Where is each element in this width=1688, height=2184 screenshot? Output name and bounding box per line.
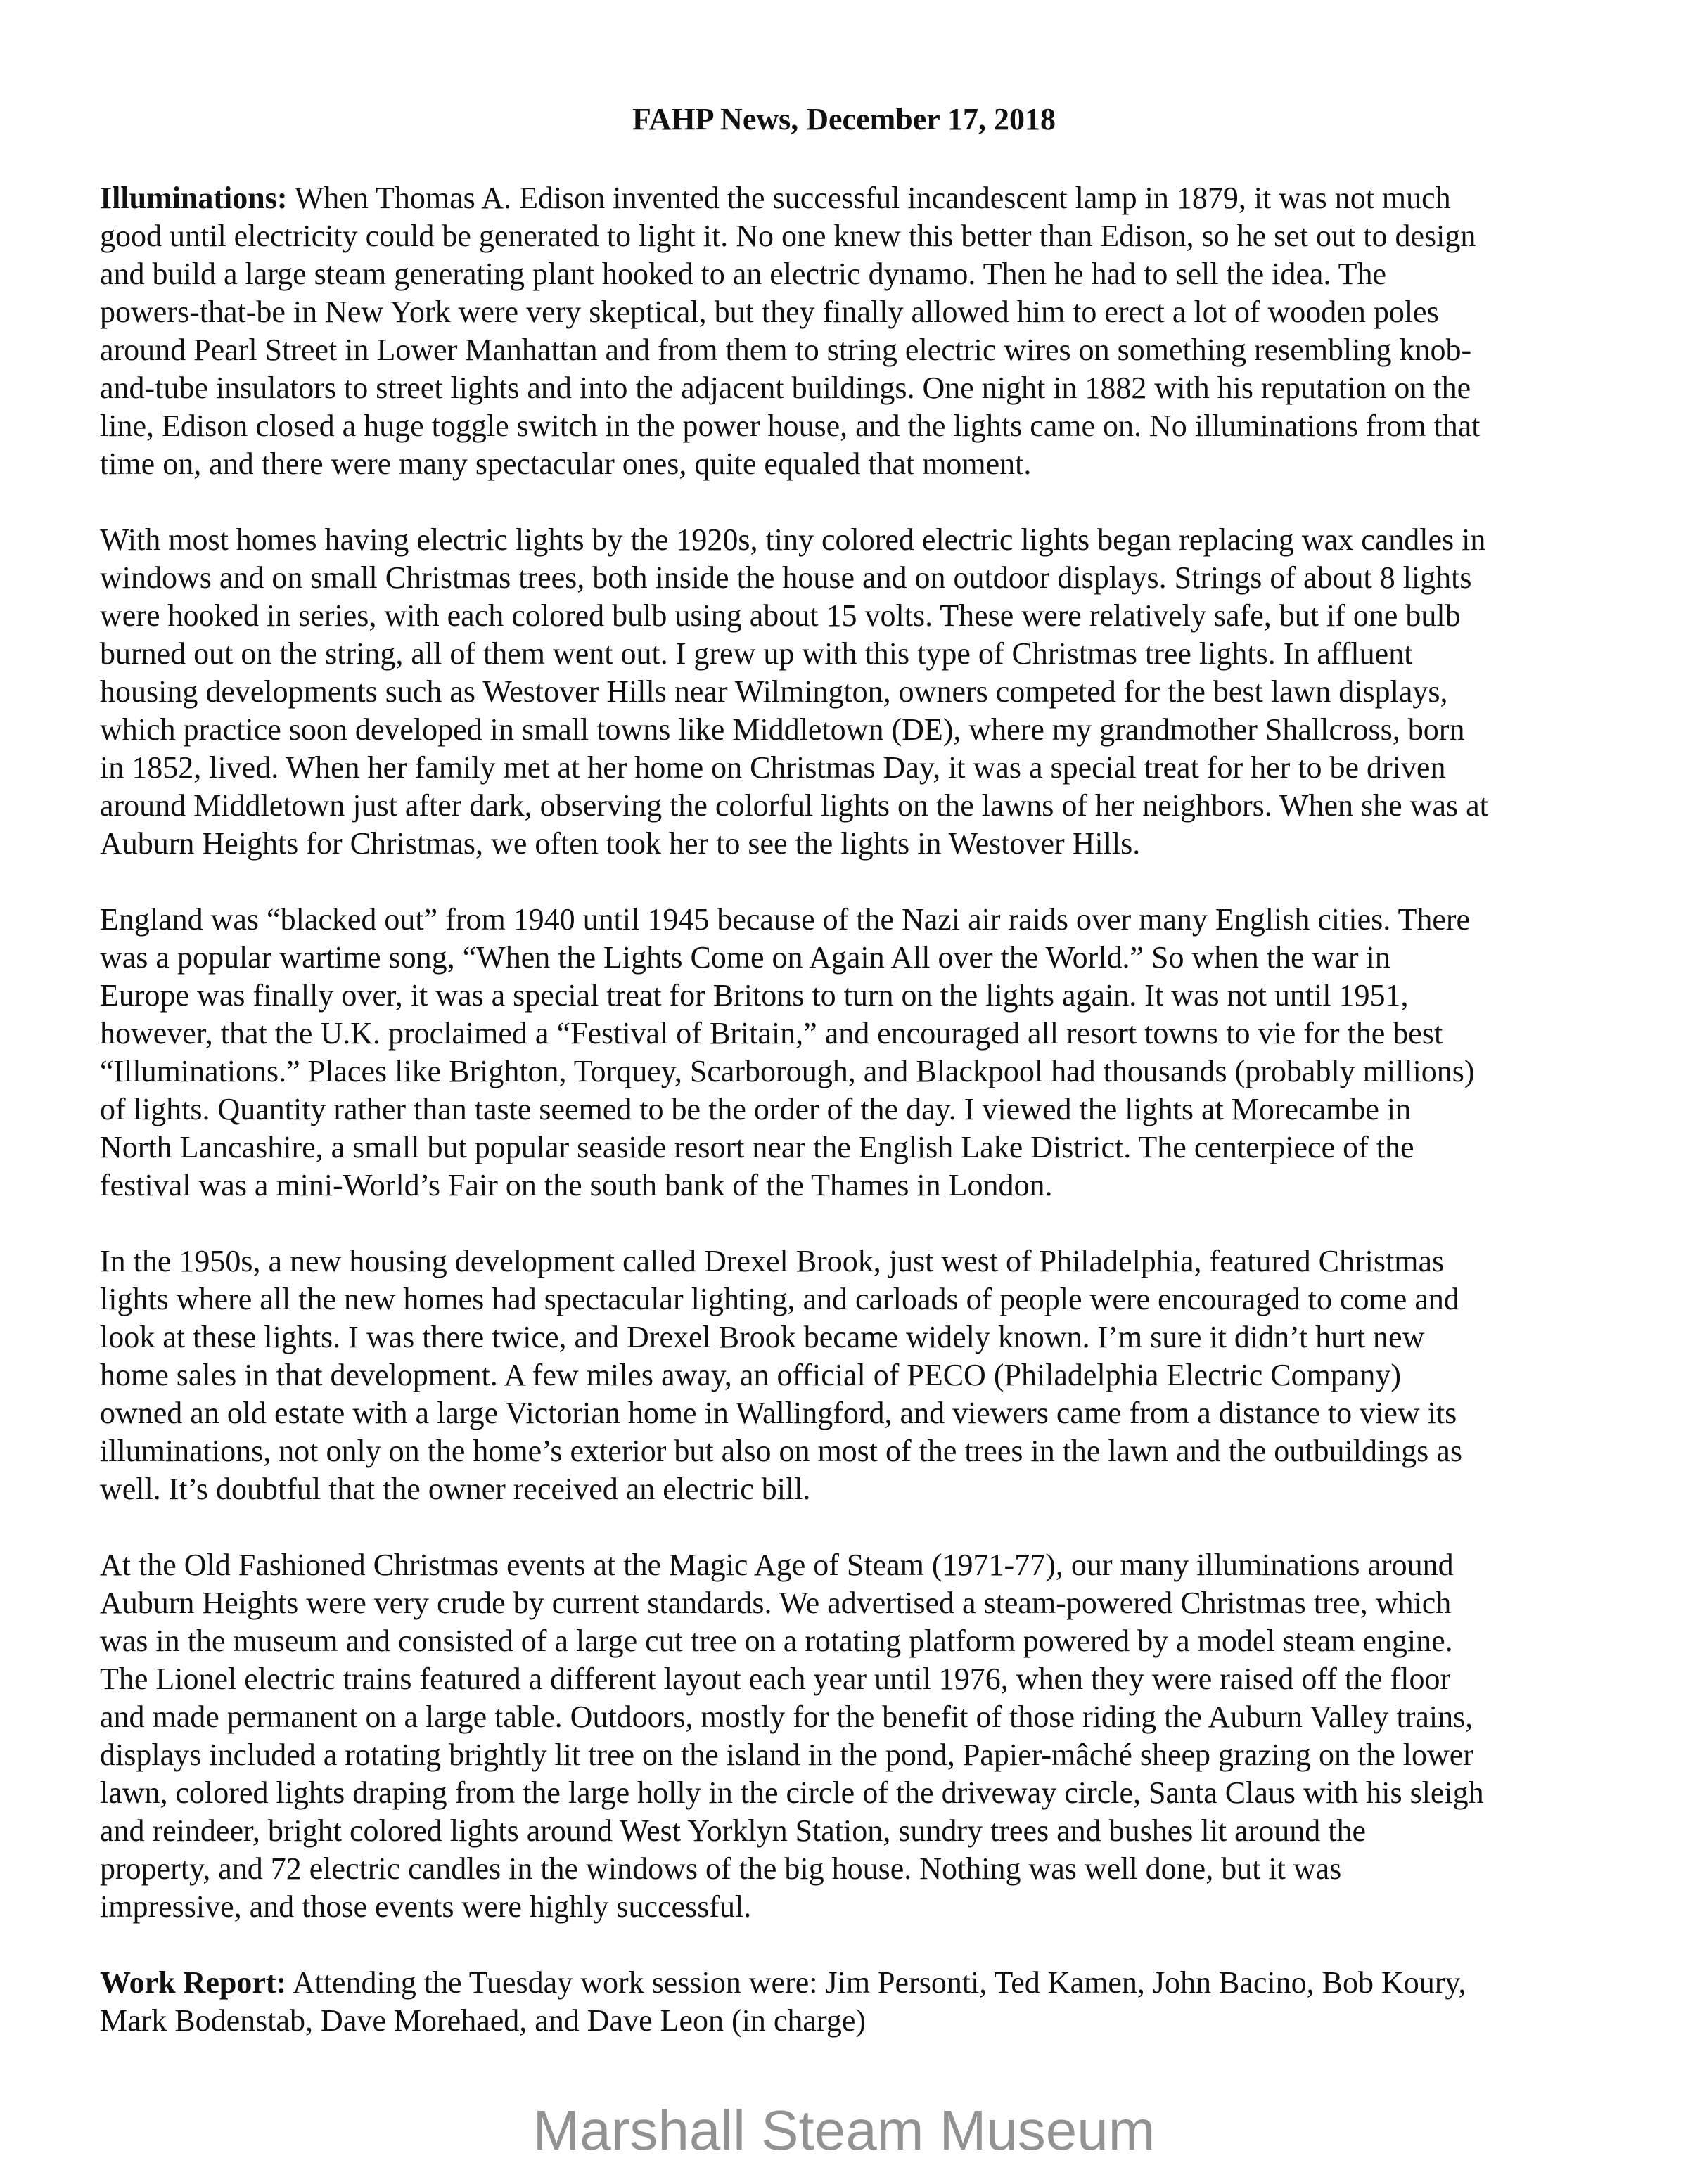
line-text: was a popular wartime song, “When the Lights Come on Again All over the World.” So when the war in [100,940,1390,975]
line-text: illuminations, not only on the home’s exterior but also on most of the trees in the lawn and the outbuildings as [100,1434,1462,1468]
line-text: line, Edison closed a huge toggle switch in the power house, and the lights came on. No illuminations from that [100,409,1481,443]
paragraph [100,1242,1647,1508]
text-line [100,521,1647,559]
line-text: lawn, colored lights draping from the large holly in the circle of the driveway circle, Santa Claus with his sleigh [100,1775,1484,1810]
text-line [100,1129,1647,1167]
watermark: Marshall Steam Museum [532,2099,1156,2161]
line-text: Attending the Tuesday work session were: Jim Personti, Ted Kamen, John Bacino, Bob Koury, [286,1965,1466,2000]
text-line [100,1736,1647,1774]
text-line [100,1318,1647,1356]
text-line [100,293,1647,331]
text-line [100,1774,1647,1812]
line-text: around Middletown just after dark, observing the colorful lights on the lawns of her neighbors. When she was at [100,788,1488,823]
paragraph [100,179,1647,483]
section-heading: Work Report: [100,1965,287,2000]
text-line [100,1015,1647,1053]
text-line [100,559,1647,597]
text-line [100,1660,1647,1698]
text-line [100,1394,1647,1432]
line-text: The Lionel electric trains featured a different layout each year until 1976, when they were raised off the floor [100,1662,1451,1696]
text-line [100,2002,1647,2040]
text-line [100,407,1647,445]
text-line [100,1356,1647,1394]
text-line [100,217,1647,255]
text-line [100,445,1647,483]
line-text: England was “blacked out” from 1940 until 1945 because of the Nazi air raids over many English cities. There [100,902,1471,937]
line-text: With most homes having electric lights by the 1920s, tiny colored electric lights began replacing wax candles in [100,522,1486,557]
line-text: windows and on small Christmas trees, both inside the house and on outdoor displays. Strings of about 8 lights [100,560,1472,595]
text-line [100,1432,1647,1470]
paragraph [100,521,1647,863]
line-text: and reindeer, bright colored lights around West Yorklyn Station, sundry trees and bushes lit around the [100,1813,1367,1848]
line-text: housing developments such as Westover Hills near Wilmington, owners competed for the best lawn displays, [100,674,1448,709]
line-text: property, and 72 electric candles in the windows of the big house. Nothing was well done, but it was [100,1851,1342,1886]
text-line [100,1812,1647,1850]
line-text: which practice soon developed in small towns like Middletown (DE), where my grandmother Shallcross, born [100,712,1465,747]
text-line [100,1091,1647,1129]
line-text: Mark Bodenstab, Dave Morehaed, and Dave Leon (in charge) [100,2003,866,2038]
line-text: were hooked in series, with each colored bulb using about 15 volts. These were relatively safe, but if one bulb [100,598,1461,633]
text-line [100,1242,1647,1280]
line-text: good until electricity could be generated to light it. No one knew this better than Edison, so he set out to design [100,219,1476,253]
line-text: festival was a mini-World’s Fair on the south bank of the Thames in London. [100,1168,1053,1202]
line-text: and-tube insulators to street lights and into the adjacent buildings. One night in 1882 with his reputation on the [100,371,1471,405]
line-text: and made permanent on a large table. Outdoors, mostly for the benefit of those riding the Auburn Valley trains, [100,1700,1473,1734]
line-text: owned an old estate with a large Victorian home in Wallingford, and viewers came from a distance to view its [100,1396,1457,1430]
text-line [100,1850,1647,1888]
text-line [100,1698,1647,1736]
text-line [100,1888,1647,1926]
line-text: North Lancashire, a small but popular seaside resort near the English Lake District. The centerpiece of the [100,1130,1414,1164]
text-line [100,1622,1647,1660]
line-text: however, that the U.K. proclaimed a “Festival of Britain,” and encouraged all resort towns to vie for the best [100,1016,1443,1051]
text-line [100,977,1647,1015]
line-text: Auburn Heights for Christmas, we often took her to see the lights in Westover Hills. [100,826,1141,861]
text-line [100,331,1647,369]
line-text: At the Old Fashioned Christmas events at the Magic Age of Steam (1971-77), our many illuminations around [100,1548,1454,1582]
line-text: was in the museum and consisted of a large cut tree on a rotating platform powered by a model steam engine. [100,1624,1453,1658]
document-body [100,179,1647,2078]
line-text: and build a large steam generating plant hooked to an electric dynamo. Then he had to sell the idea. The [100,257,1387,291]
text-line [100,1584,1647,1622]
text-line [100,255,1647,293]
text-line [100,1167,1647,1205]
section-heading: Illuminations: [100,181,288,215]
line-text: impressive, and those events were highly successful. [100,1889,752,1924]
line-text: Auburn Heights were very crude by current standards. We advertised a steam-powered Christmas tree, which [100,1586,1452,1620]
line-text: time on, and there were many spectacular ones, quite equaled that moment. [100,447,1032,481]
paragraph [100,901,1647,1205]
text-line [100,635,1647,673]
text-line [100,369,1647,407]
text-line [100,597,1647,635]
paragraph [100,1546,1647,1926]
page-title: FAHP News, December 17, 2018 [632,102,1056,136]
line-text: home sales in that development. A few miles away, an official of PECO (Philadelphia Electric Company) [100,1358,1401,1392]
line-text: displays included a rotating brightly lit tree on the island in the pond, Papier-mâché sheep grazing on the lower [100,1737,1473,1772]
line-text: powers-that-be in New York were very skeptical, but they finally allowed him to erect a lot of wooden poles [100,295,1439,329]
text-line [100,787,1647,825]
text-line [100,179,1647,217]
line-text: in 1852, lived. When her family met at her home on Christmas Day, it was a special treat for her to be driven [100,750,1446,785]
text-line [100,901,1647,939]
text-line [100,939,1647,977]
text-line [100,711,1647,749]
line-text: around Pearl Street in Lower Manhattan and from them to string electric wires on something resembling knob- [100,333,1472,367]
text-line [100,1546,1647,1584]
line-text: When Thomas A. Edison invented the successful incandescent lamp in 1879, it was not much [287,181,1451,215]
text-line [100,749,1647,787]
line-text: lights where all the new homes had spectacular lighting, and carloads of people were encouraged to come and [100,1282,1459,1316]
text-line [100,1053,1647,1091]
paragraph [100,1964,1647,2040]
line-text: of lights. Quantity rather than taste seemed to be the order of the day. I viewed the lights at Morecambe in [100,1092,1412,1126]
line-text: “Illuminations.” Places like Brighton, Torquey, Scarborough, and Blackpool had thousands (probably millions) [100,1054,1475,1088]
line-text: look at these lights. I was there twice, and Drexel Brook became widely known. I’m sure it didn’t hurt new [100,1320,1425,1354]
line-text: Europe was finally over, it was a special treat for Britons to turn on the lights again. It was not until 1951, [100,978,1409,1013]
text-line [100,1470,1647,1508]
text-line [100,1280,1647,1318]
text-line [100,1964,1647,2002]
text-line [100,673,1647,711]
line-text: well. It’s doubtful that the owner received an electric bill. [100,1472,811,1506]
line-text: burned out on the string, all of them went out. I grew up with this type of Christmas tree lights. In affluent [100,636,1413,671]
line-text: In the 1950s, a new housing development called Drexel Brook, just west of Philadelphia, featured Christmas [100,1244,1445,1278]
text-line [100,825,1647,863]
